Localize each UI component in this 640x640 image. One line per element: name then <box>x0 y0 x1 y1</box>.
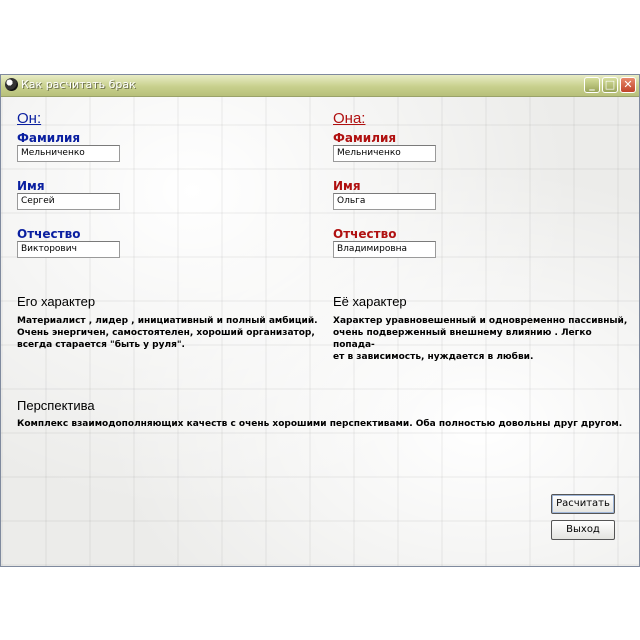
he-surname-label: Фамилия <box>17 131 81 145</box>
exit-button[interactable]: Выход <box>551 520 615 540</box>
he-heading: Он: <box>17 110 42 127</box>
he-character-line: всегда старается "быть у руля". <box>17 340 185 350</box>
he-character-line: Очень энергичен, самостоятелен, хороший организатор, <box>17 328 315 338</box>
title-bar[interactable] <box>1 75 639 97</box>
he-name-label: Имя <box>17 179 45 193</box>
she-surname-field[interactable]: Мельниченко <box>333 145 436 162</box>
she-name-label: Имя <box>333 179 361 193</box>
he-surname-field[interactable]: Мельниченко <box>17 145 120 162</box>
he-patronymic-field[interactable]: Викторович <box>17 241 120 258</box>
minimize-icon: _ <box>589 78 595 91</box>
she-name-field[interactable]: Ольга <box>333 193 436 210</box>
he-character-line: Материалист , лидер , инициативный и полный амбиций. <box>17 316 318 326</box>
minimize-button[interactable] <box>584 77 600 93</box>
she-heading: Она: <box>333 110 366 127</box>
she-character-line: очень подверженный внешнему влиянию . Легко попада- <box>333 328 592 350</box>
she-patronymic-field[interactable]: Владимировна <box>333 241 436 258</box>
perspective-text: Комплекс взаимодополняющих качеств с очень хорошими перспективами. Оба полностью довольны друг другом. <box>17 419 623 429</box>
form-area <box>1 97 639 566</box>
she-patronymic-label: Отчество <box>333 227 397 241</box>
close-icon: ✕ <box>623 78 633 91</box>
he-character-text <box>17 315 322 351</box>
perspective-title: Перспектива <box>17 398 95 413</box>
he-character-title: Его характер <box>17 294 96 309</box>
yin-yang-icon <box>5 78 18 91</box>
calculate-button[interactable]: Расчитать <box>551 494 615 514</box>
she-character-title: Её характер <box>333 294 407 309</box>
app-window <box>0 74 640 567</box>
she-character-line: Характер уравновешенный и одновременно пассивный, <box>333 316 628 326</box>
maximize-icon: □ <box>604 78 616 91</box>
close-button[interactable] <box>620 77 636 93</box>
she-surname-label: Фамилия <box>333 131 397 145</box>
he-patronymic-label: Отчество <box>17 227 81 241</box>
she-character-text <box>333 315 633 363</box>
window-title: Как расчитать брак <box>21 78 136 91</box>
he-name-field[interactable]: Сергей <box>17 193 120 210</box>
maximize-button[interactable] <box>602 77 618 93</box>
she-character-line: ет в зависимость, нуждается в любви. <box>333 352 534 362</box>
